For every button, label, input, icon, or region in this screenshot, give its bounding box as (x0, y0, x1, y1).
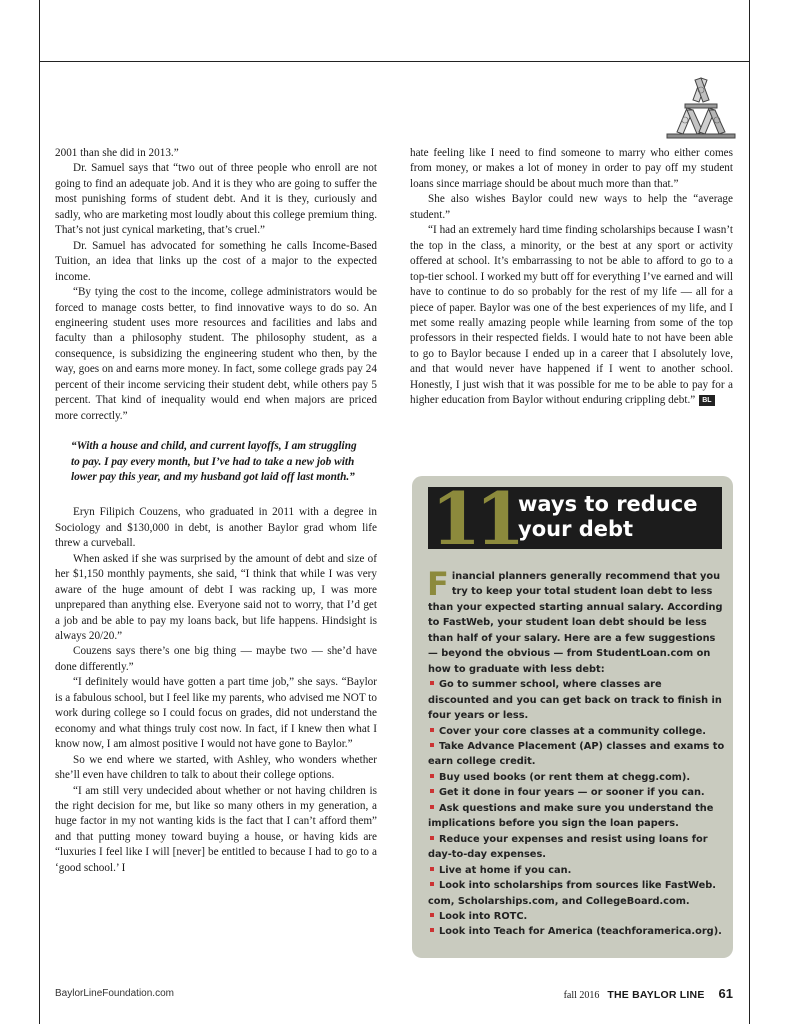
list-item (428, 785, 726, 800)
paragraph: “I definitely would have gotten a part time job,” she says. “Baylor is a fabulous school, but I feel like my parents, who advised me NOT to work during college so I could focus on grades, did not understand the economy and what things truly cost now. In fact, if I knew then what I know now, I am almost positive I would not have gone to Baylor.” (55, 676, 377, 751)
tip-text: Go to summer school, where classes are discounted and you can get back on track to finish in four years or less. (428, 679, 722, 722)
paragraph: “By tying the cost to the income, college administrators would be forced to manage costs better, to find innovative ways to do so. An engineering student uses more resources and facilities and labs and faculty than a philosophy student. The philosophy student, as a consequence, is subsidizing the engineering student who then, by the way, goes on and earns more money. In fact, some college grads pay 24 percent of their income servicing their student debt, while others pay 5 percent. That kind of inequality would end when majors are priced more correctly.” (55, 286, 377, 422)
bullet-icon (430, 743, 434, 747)
article-left-column (55, 146, 377, 876)
paragraph-text: “I had an extremely hard time finding scholarships because I wasn’t the top in the class, a minority, or the best at any sport or activity offered at school. It’s embarrassing to not be able to afford to go to a top-tier school. I worked my butt off for everything I’ve earned and will have to continue to do so probably for the rest of my life — all for a piece of paper. Baylor was one of the best experiences of my life, and I met some really amazing people while learning from some of the top professors in their respected fields. I would hate to not have been able to go to Baylor because I ended up in a career that I absolutely love, and that would never have happened if I went to another school. Honestly, I just wish that it was possible for me to be able to pay for a higher education from Baylor without enduring crippling debt.” (410, 224, 733, 407)
house-of-cards-money-icon (663, 74, 739, 142)
tip-text: Get it done in four years — or sooner if you can. (439, 787, 705, 799)
list-item (428, 909, 726, 924)
list-item (428, 801, 726, 832)
list-item (428, 677, 726, 723)
footer-website: BaylorLineFoundation.com (55, 988, 174, 999)
bullet-icon (430, 836, 434, 840)
bullet-icon (430, 928, 434, 932)
bullet-icon (430, 774, 434, 778)
footer-season: fall 2016 (563, 990, 600, 1001)
tip-text: Live at home if you can. (439, 864, 572, 876)
crop-line-left (39, 0, 40, 1024)
end-mark-icon: BL (699, 395, 714, 406)
list-item (428, 924, 726, 939)
tip-text: Cover your core classes at a community college. (439, 725, 707, 737)
tip-text: Reduce your expenses and resist using loans for day-to-day expenses. (428, 833, 708, 861)
drop-cap: F (427, 565, 449, 603)
crop-line-right (749, 0, 750, 1024)
sidebar-intro (427, 565, 726, 677)
list-item (428, 863, 726, 878)
tips-list (428, 677, 726, 940)
paragraph: When asked if she was surprised by the amount of debt and size of her $1,150 monthly payments, she said, “I think that while I was very aware of the huge amount of debt I was racking up, I was more unprepared than anything else. Everyone said not to worry, that I’d get a job and be able to pay my loans back, but life happens. Hindsight is always 20/20.” (55, 552, 377, 642)
paragraph (410, 223, 733, 408)
bullet-icon (430, 805, 434, 809)
footer-magazine-name: THE BAYLOR LINE (607, 989, 705, 1001)
bullet-icon (430, 789, 434, 793)
tip-text: Take Advance Placement (AP) classes and exams to earn college credit. (428, 740, 725, 768)
list-item (428, 878, 726, 909)
paragraph: Eryn Filipich Couzens, who graduated in 2011 with a degree in Sociology and $130,000 in debt, is another Baylor grad whom life threw a curveball. (55, 506, 377, 550)
tip-text: Ask questions and make sure you understand the implications before you sign the loan papers. (428, 802, 714, 830)
paragraph: Couzens says there’s one big thing — maybe two — she’d have done differently.” (55, 645, 377, 673)
tip-text: Buy used books (or rent them at chegg.com). (439, 771, 691, 783)
list-item (428, 832, 726, 863)
paragraph: She also wishes Baylor could new ways to help the “average student.” (410, 193, 733, 221)
paragraph: Dr. Samuel has advocated for something he calls Income-Based Tuition, an idea that links up the cost of a major to the expected income. (55, 239, 377, 283)
paragraph: “I am still very undecided about whether or not having children is the right decision for me, but like so many others in my generation, a huge factor in my not wanting kids is the fact that I can’t afford them” and that putting money toward buying a house, or having kids are “luxuries I feel like I will [never] be entitled to because I had to go to a ‘good school.’ I (55, 784, 377, 874)
bullet-icon (430, 882, 434, 886)
list-item (428, 739, 726, 770)
bullet-icon (430, 867, 434, 871)
tip-text: Look into Teach for America (teachforamerica.org). (439, 926, 722, 938)
paragraph: 2001 than she did in 2013.” (55, 147, 179, 159)
sidebar-title: ways to reduce your debt (518, 492, 698, 541)
bullet-icon (430, 681, 434, 685)
tip-text: Look into ROTC. (439, 910, 528, 922)
footer-folio (564, 987, 733, 1003)
article-right-column (410, 146, 733, 409)
sidebar-intro-text: inancial planners generally recommend that you try to keep your total student loan debt to less than your expected starting annual salary. According to FastWeb, your student loan debt should be less than half of your salary. Here are a few suggestions — beyond the obvious — from StudentLoan.com on how to graduate with less debt: (428, 571, 723, 675)
bullet-icon (430, 728, 434, 732)
page-number: 61 (718, 986, 733, 1001)
pull-quote: “With a house and child, and current layoffs, I am struggling to pay. I pay every month, but I’ve had to take a new job with lower pay this year, and my husband got laid off last month.” (71, 440, 357, 483)
paragraph: So we end where we started, with Ashley, who wonders whether she’ll even have children to talk to about their college options. (55, 753, 377, 782)
paragraph: Dr. Samuel says that “two out of three people who enroll are not going to find an adequate job. And it is they who are going to suffer the most punishing forms of student debt. And it is they, curiously and sadly, who are marketing most loudly about this college premium thing. That’s not just cynical marketing, that’s cruel.” (55, 162, 377, 237)
list-item (428, 770, 726, 785)
list-item (428, 724, 726, 739)
crop-line-top (39, 61, 750, 62)
sidebar-body (427, 565, 726, 940)
sidebar-header (428, 476, 722, 561)
debt-tips-sidebar (412, 476, 733, 958)
bullet-icon (430, 913, 434, 917)
sidebar-number: 11 (431, 476, 520, 561)
paragraph: hate feeling like I need to find someone to marry who either comes from money, or makes a lot of money in order to pay off my student loans since marriage should be about much more than that.” (410, 147, 733, 190)
tip-text: Look into scholarships from sources like FastWeb. com, Scholarships.com, and CollegeBoard.com. (428, 880, 716, 907)
